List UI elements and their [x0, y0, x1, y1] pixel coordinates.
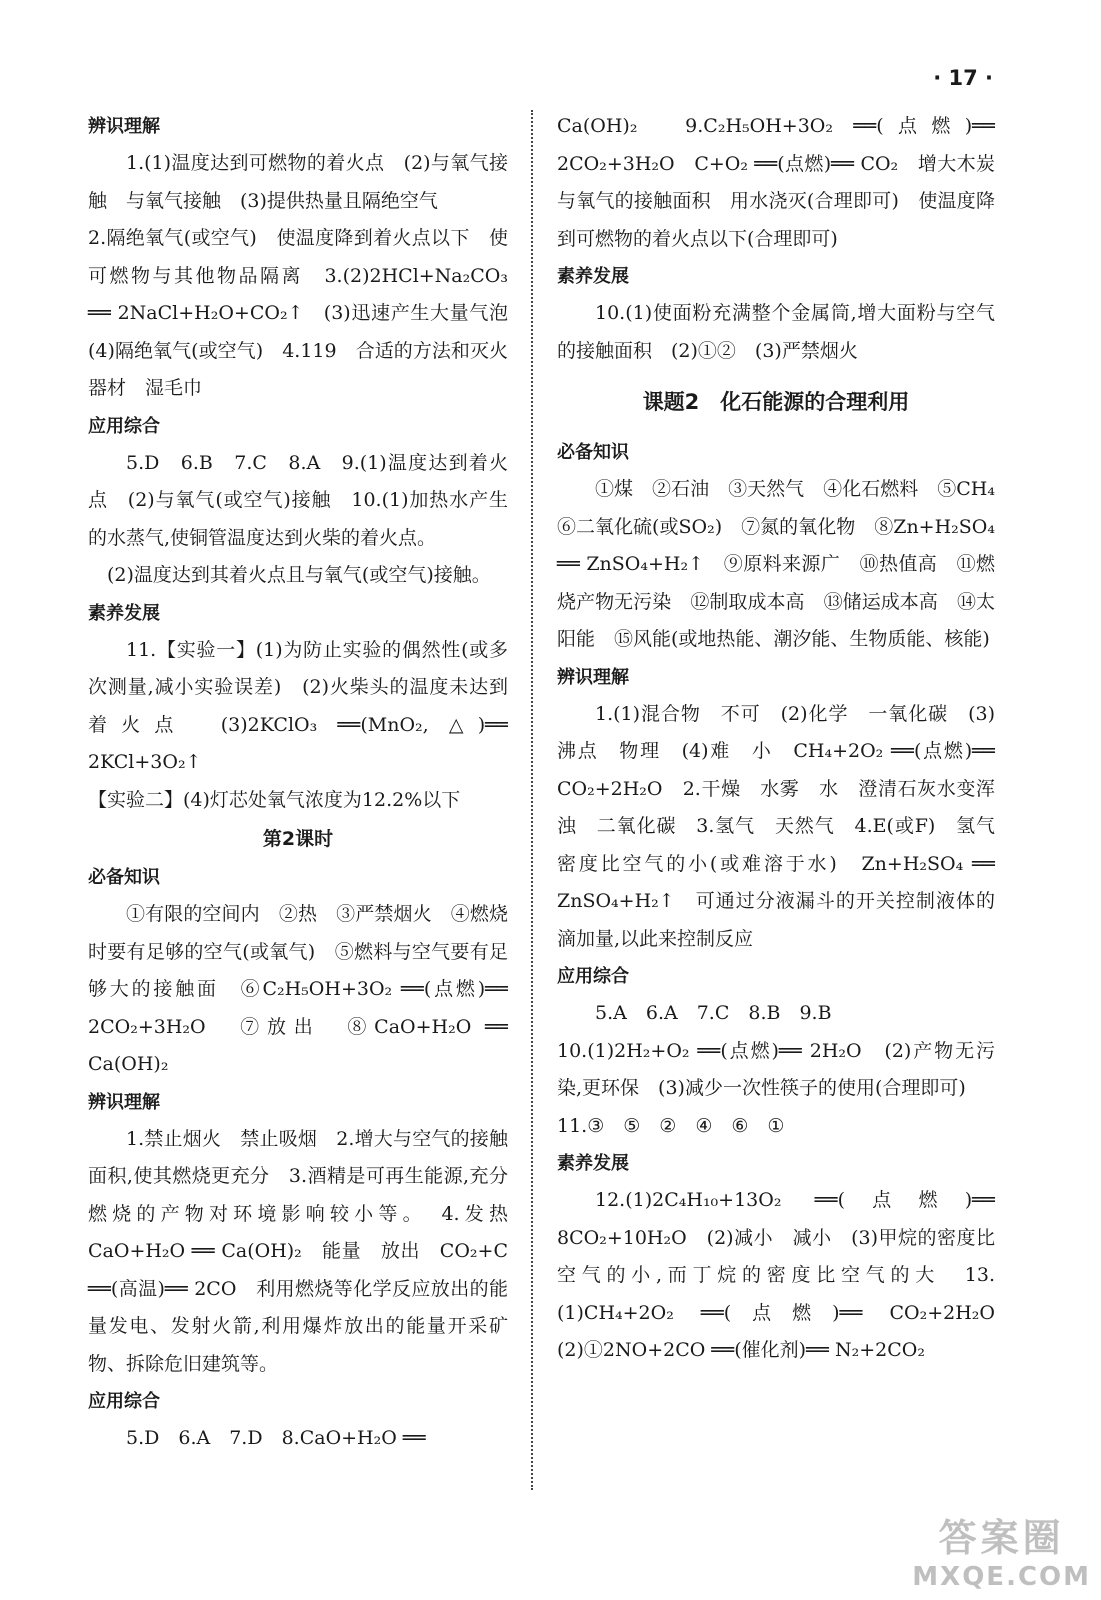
answer-paragraph: 【实验二】(4)灯芯处氧气浓度为12.2%以下 [88, 788, 461, 811]
answer-paragraph: ①煤 ②石油 ③天然气 ④化石燃料 ⑤CH₄ ⑥二氧化硫(或SO₂) ⑦氮的氧化物 ⑧Zn+H₂SO₄ ══ ZnSO₄+H₂↑ ⑨原料来源广 ⑩热值高 ⑪燃烧产物无污染 ⑫制取成本高 ⑬储运成本高 ⑭太阳能 ⑮风能(或地热能、潮汐能、生物质能、核能) [557, 478, 1015, 650]
section-heading-identify: 辨识理解 [88, 1091, 160, 1113]
right-column [557, 108, 1015, 1370]
section-heading-develop: 素养发展 [557, 1153, 629, 1174]
section-heading-apply: 应用综合 [88, 1391, 160, 1412]
section-heading-develop: 素养发展 [88, 602, 160, 624]
column-divider [531, 110, 533, 1490]
answer-paragraph: ①有限的空间内 ②热 ③严禁烟火 ④燃烧时要有足够的空气(或氧气) ⑤燃料与空气要有足够大的接触面 ⑥C₂H₅OH+3O₂ ══(点燃)══ 2CO₂+3H₂O ⑦放出 ⑧CaO+H₂O ══ Ca(OH)₂ [88, 903, 508, 1075]
page-number: · 17 · [933, 66, 993, 90]
topic-title: 课题2 化石能源的合理利用 [642, 390, 910, 414]
section-heading-apply: 应用综合 [557, 966, 629, 987]
section-heading-knowledge: 必备知识 [557, 442, 629, 463]
answer-paragraph: 12.(1)2C₄H₁₀+13O₂ ══(点燃)══ 8CO₂+10H₂O (2)减小 减小 (3)甲烷的密度比空气的小,而丁烷的密度比空气的大 13.(1)CH₄+2O₂ ══(点燃)══ CO₂+2H₂O (2)①2NO+2CO ══(催化剂)══ N₂+2CO₂ [557, 1189, 1015, 1361]
answer-paragraph: 10.(1)2H₂+O₂ ══(点燃)══ 2H₂O (2)产物无污染,更环保 (3)减少一次性筷子的使用(合理即可) [557, 1039, 995, 1099]
watermark-url: MXQE.COM [912, 1562, 1091, 1592]
answer-paragraph: 5.D 6.A 7.D 8.CaO+H₂O ══ [126, 1427, 426, 1449]
section-heading-identify: 辨识理解 [557, 666, 629, 688]
section-heading-knowledge: 必备知识 [88, 867, 160, 888]
watermark-logo [912, 1507, 1091, 1592]
answer-paragraph: Ca(OH)₂ 9.C₂H₅OH+3O₂ ══(点燃)══ 2CO₂+3H₂O C+O₂ ══(点燃)══ CO₂ 增大木炭与氧气的接触面积 用水浇灭(合理即可) 使温度降到可燃物的着火点以下(合理即可) [557, 115, 995, 250]
answer-paragraph: 5.D 6.B 7.C 8.A 9.(1)温度达到着火点 (2)与氧气(或空气)接触 10.(1)加热水产生的水蒸气,使铜管温度达到火柴的着火点。 [88, 451, 508, 549]
lesson-title: 第2课时 [262, 828, 334, 850]
left-column [88, 108, 528, 1458]
section-heading-identify: 辨识理解 [88, 116, 160, 137]
answer-paragraph: 1.(1)混合物 不可 (2)化学 一氧化碳 (3)沸点 物理 (4)难 小 CH₄+2O₂ ══(点燃)══ CO₂+2H₂O 2.干燥 水雾 水 澄清石灰水变浑浊 二氧化碳 3.氢气 天然气 4.E(或F) 氢气密度比空气的小(或难溶于水) Zn+H₂SO₄ ══ ZnSO₄+H₂↑ 可通过分液漏斗的开关控制液体的滴加量,以此来控制反应 [557, 702, 995, 950]
answer-paragraph: 11.【实验一】(1)为防止实验的偶然性(或多次测量,减小实验误差) (2)火柴头的温度未达到着火点 (3)2KClO₃ ══(MnO₂, △)══ 2KCl+3O₂↑ [88, 638, 508, 773]
watermark-text: 答案圈 [938, 1516, 1065, 1560]
answer-paragraph: 10.(1)使面粉充满整个金属筒,增大面粉与空气的接触面积 (2)①② (3)严禁烟火 [557, 302, 995, 362]
section-heading-develop: 素养发展 [557, 266, 629, 287]
answer-paragraph: 2.隔绝氧气(或空气) 使温度降到着火点以下 使可燃物与其他物品隔离 3.(2)2HCl+Na₂CO₃ ══ 2NaCl+H₂O+CO₂↑ (3)迅速产生大量气泡 (4)隔绝氧气(或空气) 4.119 合适的方法和灭火器材 湿毛巾 [88, 227, 528, 399]
answer-paragraph: 1.禁止烟火 禁止吸烟 2.增大与空气的接触面积,使其燃烧更充分 3.酒精是可再生能源,充分燃烧的产物对环境影响较小等。 4.发热 CaO+H₂O ══ Ca(OH)₂ 能量 放出 CO₂+C ══(高温)══ 2CO 利用燃烧等化学反应放出的能量发电、发射火箭,利用爆炸放出的能量开采矿物、拆除危旧建筑等。 [88, 1127, 528, 1375]
answer-paragraph: 1.(1)温度达到可燃物的着火点 (2)与氧气接触 与氧气接触 (3)提供热量且隔绝空气 [88, 152, 508, 212]
section-heading-apply: 应用综合 [88, 415, 160, 437]
answer-paragraph: 11.③ ⑤ ② ④ ⑥ ① [557, 1114, 785, 1137]
answer-paragraph: (2)温度达到其着火点且与氧气(或空气)接触。 [107, 564, 491, 586]
answer-paragraph: 5.A 6.A 7.C 8.B 9.B [595, 1002, 832, 1024]
